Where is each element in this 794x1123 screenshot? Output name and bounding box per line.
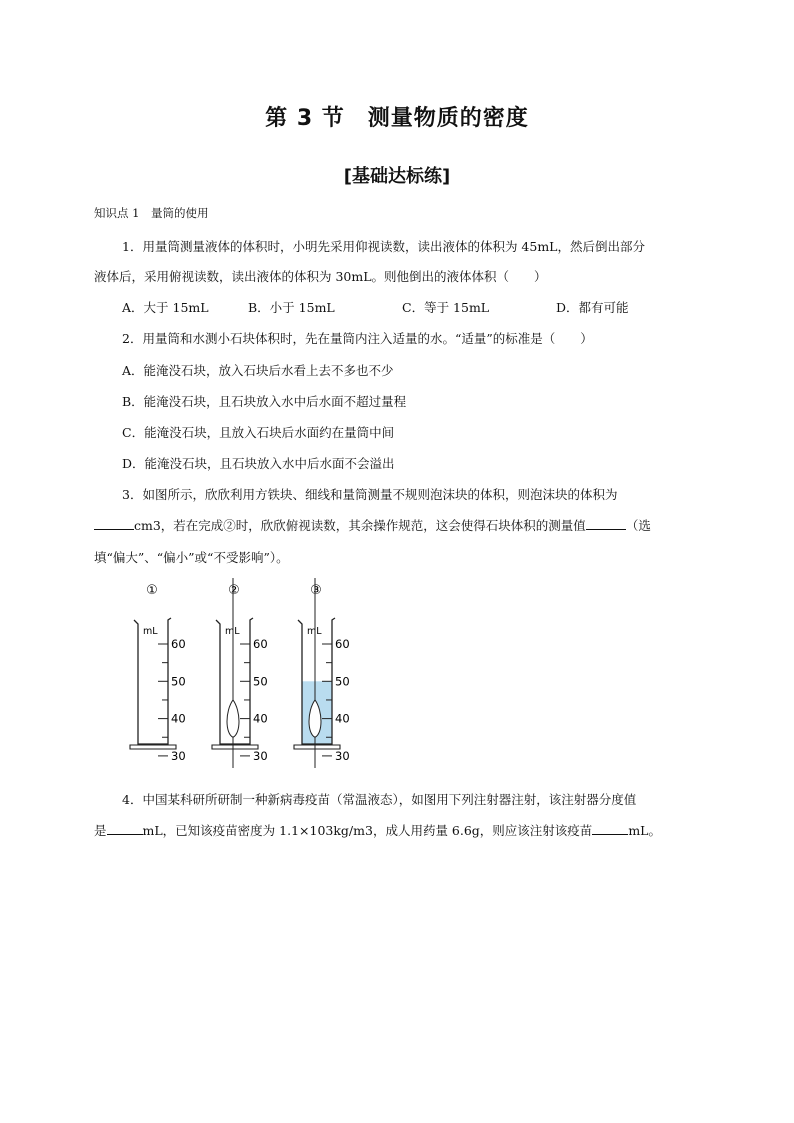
q2-stem: 2．用量筒和水测小石块体积时，先在量筒内注入适量的水。“适量”的标准是（ ） xyxy=(122,331,593,346)
q1-option-c: C．等于 15mL xyxy=(402,300,490,315)
cylinder-base xyxy=(130,745,176,749)
q3-answer-blank-2[interactable] xyxy=(586,517,626,530)
tick-label: 50 xyxy=(335,674,350,689)
tick-label: 50 xyxy=(171,674,186,689)
page-title: 第 3 节 测量物质的密度 xyxy=(265,106,529,131)
tick-label: 60 xyxy=(335,637,350,651)
q1-option-a: A．大于 15mL xyxy=(122,300,209,315)
q4-line2-text-b: mL，已知该疫苗密度为 1.1×103kg/m3，成人用药量 6.6g，则应该注射该疫苗 xyxy=(142,823,593,838)
q4-answer-blank-2[interactable] xyxy=(592,822,628,835)
tick-label: 40 xyxy=(335,711,350,726)
q4-answer-blank-1[interactable] xyxy=(107,822,143,835)
q2-option-a: A．能淹没石块，放入石块后水看上去不多也不少 xyxy=(122,363,394,378)
q1-option-d: D．都有可能 xyxy=(556,300,629,315)
tick-label: 60 xyxy=(253,637,268,651)
tick-label: 40 xyxy=(253,711,268,726)
q2-option-d: D．能淹没石块，且石块放入水中后水面不会溢出 xyxy=(122,456,395,471)
q2-option-b: B．能淹没石块，且石块放入水中后水面不超过量程 xyxy=(122,394,407,409)
cylinder-label: ② xyxy=(228,583,240,598)
q3-answer-blank-1[interactable] xyxy=(94,517,134,530)
tick-label: 30 xyxy=(253,748,268,763)
unit-label: mL xyxy=(143,626,158,637)
q1-stem-line1: 1．用量筒测量液体的体积时，小明先采用仰视读数，读出液体的体积为 45mL，然后倒出部分 xyxy=(122,239,645,254)
unit-label: mL xyxy=(225,626,240,637)
section-heading: [基础达标练] xyxy=(343,166,451,187)
tick-label: 40 xyxy=(171,711,186,726)
q4-line2-text-a: 是 xyxy=(94,823,107,838)
q4-line2-text-c: mL。 xyxy=(628,823,661,838)
q1-option-b: B．小于 15mL xyxy=(248,300,335,315)
q3-stem-line3: 填“偏大”、“偏小”或“不受影响”）。 xyxy=(94,550,289,565)
cylinder-base xyxy=(212,745,258,749)
tick-label: 60 xyxy=(171,637,186,651)
graduated-cylinders-figure xyxy=(120,578,360,768)
cylinder-base xyxy=(294,745,340,749)
q2-option-c: C．能淹没石块，且放入石块后水面约在量筒中间 xyxy=(122,425,395,440)
tick-label: 30 xyxy=(171,748,186,763)
q4-stem-line1: 4．中国某科研所研制一种新病毒疫苗（常温液态），如图用下列注射器注射，该注射器分度值 xyxy=(122,792,637,807)
q3-line2-text-a: cm3，若在完成②时，欣欣俯视读数，其余操作规范，这会使得石块体积的测量值 xyxy=(134,518,586,533)
tick-label: 30 xyxy=(335,748,350,763)
q4-stem-line2 xyxy=(94,822,661,840)
q1-stem-line2: 液体后，采用俯视读数，读出液体的体积为 30mL。则他倒出的液体体积（ ） xyxy=(94,269,547,284)
tick-label: 50 xyxy=(253,674,268,689)
q3-line2-text-b: （选 xyxy=(625,518,651,533)
knowledge-point-heading: 知识点 1 量筒的使用 xyxy=(94,206,209,220)
cylinder-label: ③ xyxy=(310,583,322,598)
unit-label: mL xyxy=(307,626,322,637)
foam-block xyxy=(227,700,239,737)
q3-stem-line1: 3．如图所示，欣欣利用方铁块、细线和量筒测量不规则泡沫块的体积，则泡沫块的体积为 xyxy=(122,487,618,502)
q3-stem-line2 xyxy=(94,517,651,535)
cylinder-label: ① xyxy=(146,583,158,598)
